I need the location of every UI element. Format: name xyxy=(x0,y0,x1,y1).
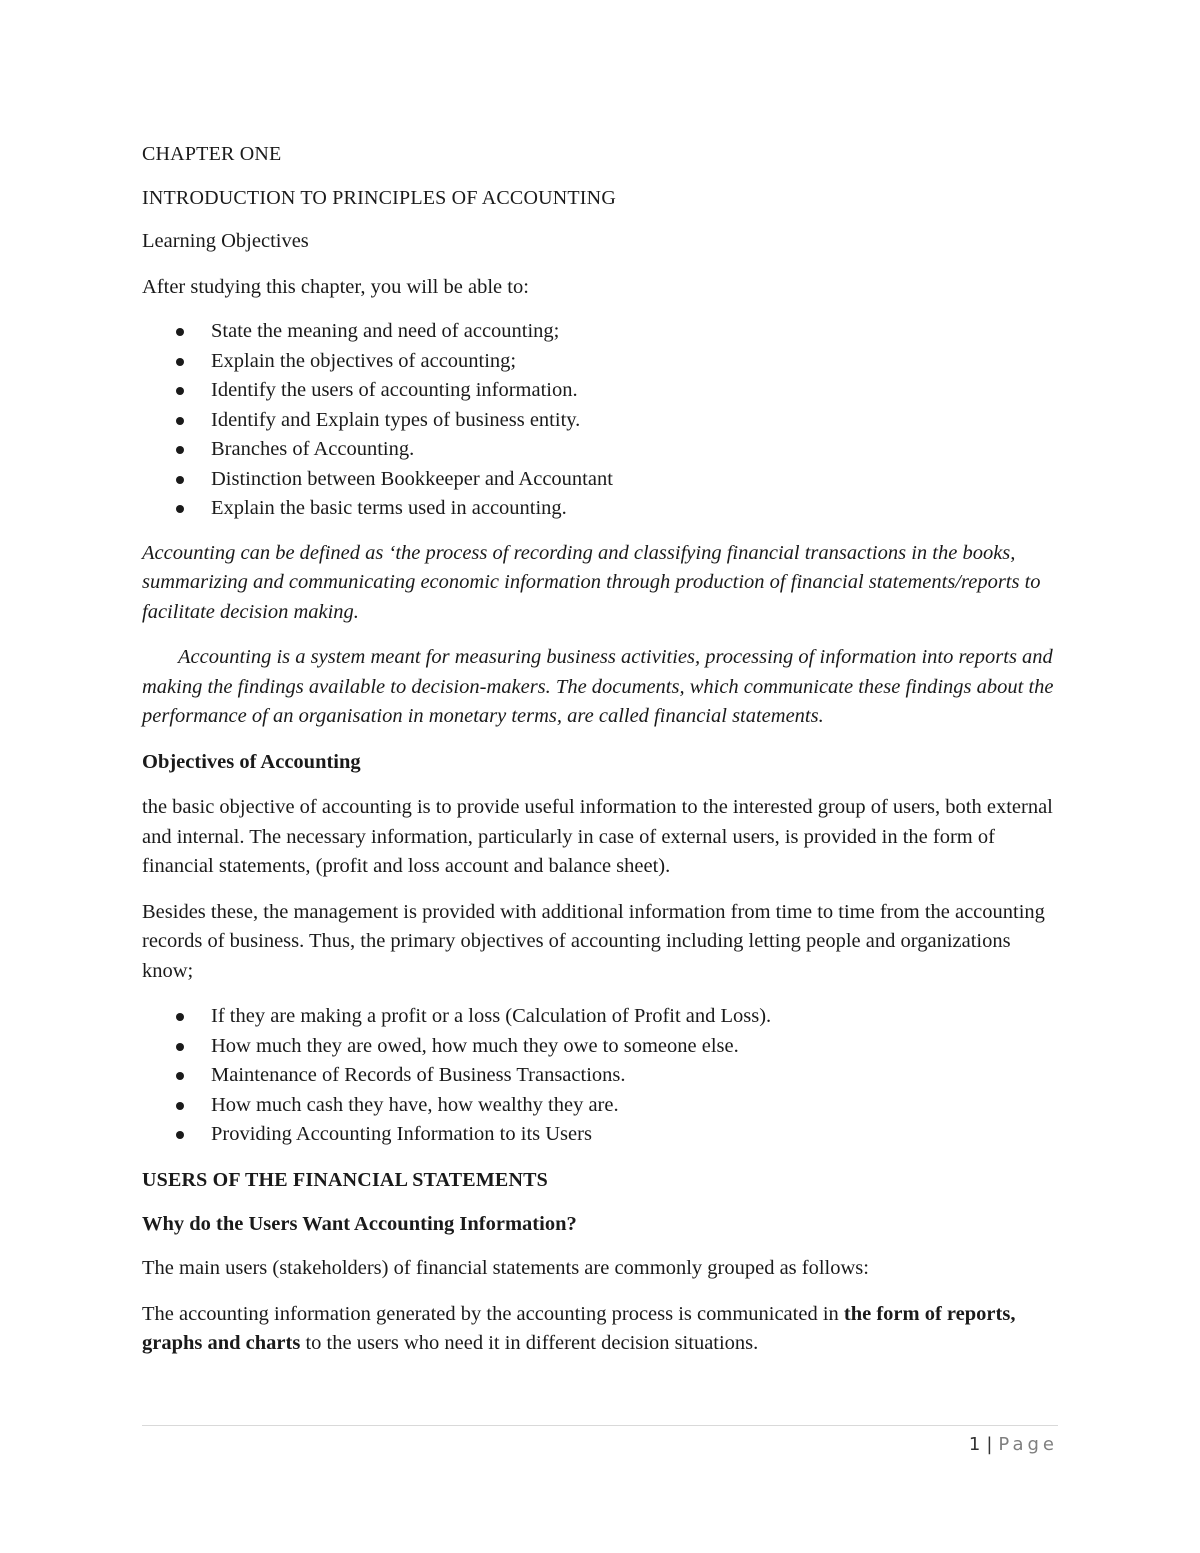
primary-objectives-list xyxy=(142,1002,1062,1150)
footer-separator: | xyxy=(986,1434,993,1455)
list-item: Maintenance of Records of Business Transactions. xyxy=(142,1061,1062,1091)
users-heading: USERS OF THE FINANCIAL STATEMENTS xyxy=(142,1168,548,1191)
communication-paragraph xyxy=(142,1300,1062,1359)
objectives-paragraph-2: Besides these, the management is provided with additional information from time to time from the accounting records of business. Thus, the primary objectives of accounting including letting people and organizations know; xyxy=(142,900,1045,982)
bullet-icon xyxy=(176,476,184,484)
objectives-list xyxy=(142,317,1062,524)
page-label: Page xyxy=(998,1434,1058,1455)
list-item: Identify and Explain types of business entity. xyxy=(142,406,1062,436)
list-item: Explain the objectives of accounting; xyxy=(142,347,1062,377)
chapter-label: CHAPTER ONE xyxy=(142,143,282,165)
communication-text-start: The accounting information generated by the accounting process is communicated in xyxy=(142,1302,844,1325)
list-item: Explain the basic terms used in accounting. xyxy=(142,494,1062,524)
bullet-icon xyxy=(176,1043,184,1051)
definition-paragraph-1: Accounting can be defined as ‘the process of recording and classifying financial transactions in the books, summarizing and communicating economic information through production of financial statements/reports to facilitate decision making. xyxy=(142,541,1041,623)
bullet-icon xyxy=(176,1102,184,1110)
bullet-icon xyxy=(176,1072,184,1080)
list-item: Branches of Accounting. xyxy=(142,435,1062,465)
definition-paragraph-2: Accounting is a system meant for measuring business activities, processing of information into reports and making the findings available to decision-makers. The documents, which communicate these findings about the performance of an organisation in monetary terms, are called financial statements. xyxy=(142,646,1054,727)
bullet-icon xyxy=(176,417,184,425)
objectives-heading: Objectives of Accounting xyxy=(142,750,361,773)
bullet-icon xyxy=(176,328,184,336)
list-item: How much cash they have, how wealthy they are. xyxy=(142,1091,1062,1121)
bullet-icon xyxy=(176,1013,184,1021)
list-item: Providing Accounting Information to its Users xyxy=(142,1120,1062,1150)
footer-divider xyxy=(142,1425,1058,1426)
bullet-icon xyxy=(176,1131,184,1139)
list-item: Distinction between Bookkeeper and Accountant xyxy=(142,465,1062,495)
intro-line: After studying this chapter, you will be able to: xyxy=(142,275,529,298)
learning-objectives-label: Learning Objectives xyxy=(142,230,309,252)
list-item: State the meaning and need of accounting; xyxy=(142,317,1062,347)
bullet-icon xyxy=(176,358,184,366)
document-page xyxy=(142,140,1062,1359)
page-footer xyxy=(969,1433,1058,1457)
objectives-paragraph-1: the basic objective of accounting is to provide useful information to the interested group of users, both external and internal. The necessary information, particularly in case of external users, is provided in the form of financial statements, (profit and loss account and balance sheet). xyxy=(142,796,1053,877)
communication-text-end: to the users who need it in different decision situations. xyxy=(300,1332,759,1354)
list-item: How much they are owed, how much they owe to someone else. xyxy=(142,1032,1062,1062)
bullet-icon xyxy=(176,387,184,395)
bullet-icon xyxy=(176,446,184,454)
why-heading: Why do the Users Want Accounting Information? xyxy=(142,1212,577,1235)
communication-text-bold: the form of reports, graphs and charts xyxy=(142,1302,1016,1354)
users-paragraph: The main users (stakeholders) of financial statements are commonly grouped as follows: xyxy=(142,1257,869,1279)
page-number: 1 xyxy=(968,1434,981,1455)
list-item: Identify the users of accounting information. xyxy=(142,376,1062,406)
list-item: If they are making a profit or a loss (Calculation of Profit and Loss). xyxy=(142,1002,1062,1032)
bullet-icon xyxy=(176,505,184,513)
chapter-title: INTRODUCTION TO PRINCIPLES OF ACCOUNTING xyxy=(142,187,616,209)
